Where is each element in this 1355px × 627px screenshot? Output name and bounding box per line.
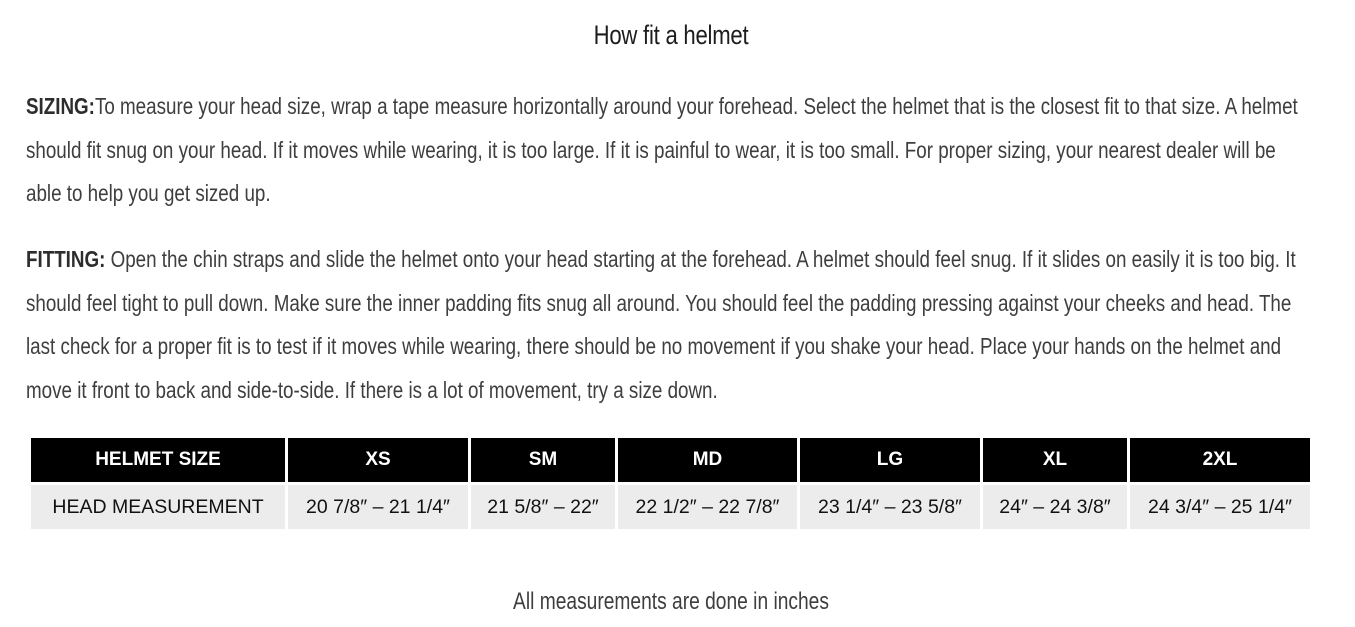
fitting-label: FITTING: xyxy=(26,246,106,272)
cell-md: 22 1/2″ – 22 7/8″ xyxy=(618,485,797,529)
sizing-label: SIZING: xyxy=(26,93,95,119)
cell-sm: 21 5/8″ – 22″ xyxy=(471,485,615,529)
header-xl: XL xyxy=(983,438,1127,482)
sizing-paragraph xyxy=(26,85,1306,216)
header-2xl: 2XL xyxy=(1130,438,1310,482)
fitting-text: Open the chin straps and slide the helmet onto your head starting at the forehead. A helmet should feel snug. If it slides on easily it is too big. It should feel tight to pull down. Make sure the inner padding fits snug all around. You should feel the padding pressing against your cheeks and head. The last check for a proper fit is to test if it moves while wearing, there should be no movement if you shake your head. Place your hands on the helmet and move it front to back and side-to-side. If there is a lot of movement, try a size down. xyxy=(26,246,1296,403)
header-helmet-size: HELMET SIZE xyxy=(31,438,285,482)
row-label-head-measurement: HEAD MEASUREMENT xyxy=(31,485,285,529)
cell-xs: 20 7/8″ – 21 1/4″ xyxy=(288,485,468,529)
page-title: How fit a helmet xyxy=(593,20,749,50)
cell-lg: 23 1/4″ – 23 5/8″ xyxy=(800,485,980,529)
table-row xyxy=(31,485,1310,529)
cell-xl: 24″ – 24 3/8″ xyxy=(983,485,1127,529)
header-md: MD xyxy=(618,438,797,482)
table-header-row xyxy=(31,438,1310,482)
header-sm: SM xyxy=(471,438,615,482)
size-chart-table xyxy=(28,435,1313,532)
fitting-paragraph xyxy=(26,238,1306,412)
footer-note: All measurements are done in inches xyxy=(513,588,829,615)
sizing-text: To measure your head size, wrap a tape measure horizontally around your forehead. Select the helmet that is the closest fit to that size. A helmet should fit snug on your head. If it moves while wearing, it is too large. If it is painful to wear, it is too small. For proper sizing, your nearest dealer will be able to help you get sized up. xyxy=(26,93,1298,206)
header-lg: LG xyxy=(800,438,980,482)
cell-2xl: 24 3/4″ – 25 1/4″ xyxy=(1130,485,1310,529)
header-xs: XS xyxy=(288,438,468,482)
